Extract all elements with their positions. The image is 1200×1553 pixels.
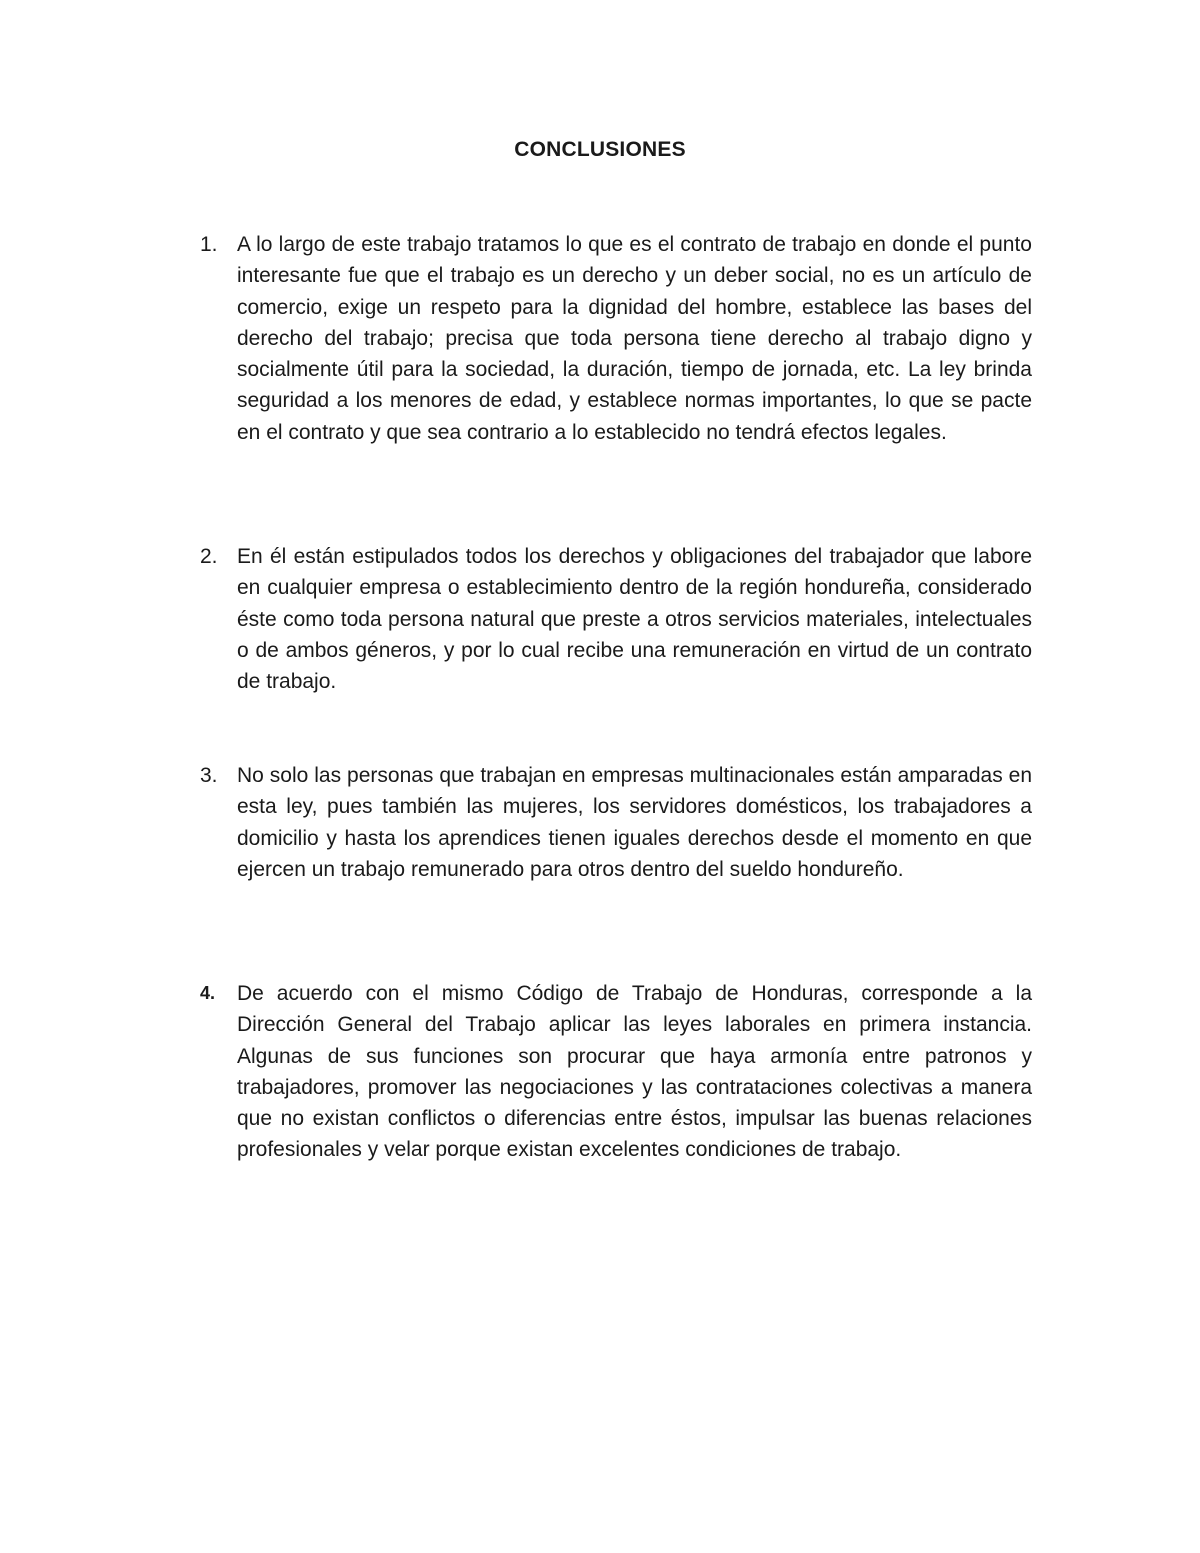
item-text: A lo largo de este trabajo tratamos lo que es el contrato de trabajo en donde el punto interesante fue que el trabajo es un derecho y un deber social, no es un artículo de comercio, exige un respeto para la dignidad del hombre, establece las bases del derecho del trabajo; precisa que toda persona tiene derecho al trabajo digno y socialmente útil para la sociedad, la duración, tiempo de jornada, etc. La ley brinda seguridad a los menores de edad, y establece normas importantes, lo que se pacte en el contrato y que sea contrario a lo establecido no tendrá efectos legales. bbox=[237, 233, 1032, 444]
conclusion-item-1 bbox=[200, 229, 1032, 448]
item-number: 3. bbox=[200, 764, 218, 787]
item-text: De acuerdo con el mismo Código de Trabajo de Honduras, corresponde a la Dirección General del Trabajo aplicar las leyes laborales en primera instancia. Algunas de sus funciones son procurar que haya armonía entre patronos y trabajadores, promover las negociaciones y las contrataciones colectivas a manera que no existan conflictos o diferencias entre éstos, impulsar las buenas relaciones profesionales y velar porque existan excelentes condiciones de trabajo. bbox=[237, 982, 1032, 1162]
conclusion-item-4 bbox=[200, 978, 1032, 1166]
item-number: 2. bbox=[200, 545, 218, 568]
conclusion-item-2 bbox=[200, 541, 1032, 697]
document-title: CONCLUSIONES bbox=[514, 138, 686, 161]
item-text: No solo las personas que trabajan en empresas multinacionales están amparadas en esta ley, pues también las mujeres, los servidores domésticos, los trabajadores a domicilio y hasta los aprendices tienen iguales derechos desde el momento en que ejercen un trabajo remunerado para otros dentro del sueldo hondureño. bbox=[237, 764, 1032, 881]
item-number: 4. bbox=[200, 983, 216, 1003]
conclusion-item-3 bbox=[200, 760, 1032, 885]
item-number: 1. bbox=[200, 233, 218, 256]
item-text: En él están estipulados todos los derechos y obligaciones del trabajador que labore en cualquier empresa o establecimiento dentro de la región hondureña, considerado éste como toda persona natural que preste a otros servicios materiales, intelectuales o de ambos géneros, y por lo cual recibe una remuneración en virtud de un contrato de trabajo. bbox=[237, 545, 1032, 694]
